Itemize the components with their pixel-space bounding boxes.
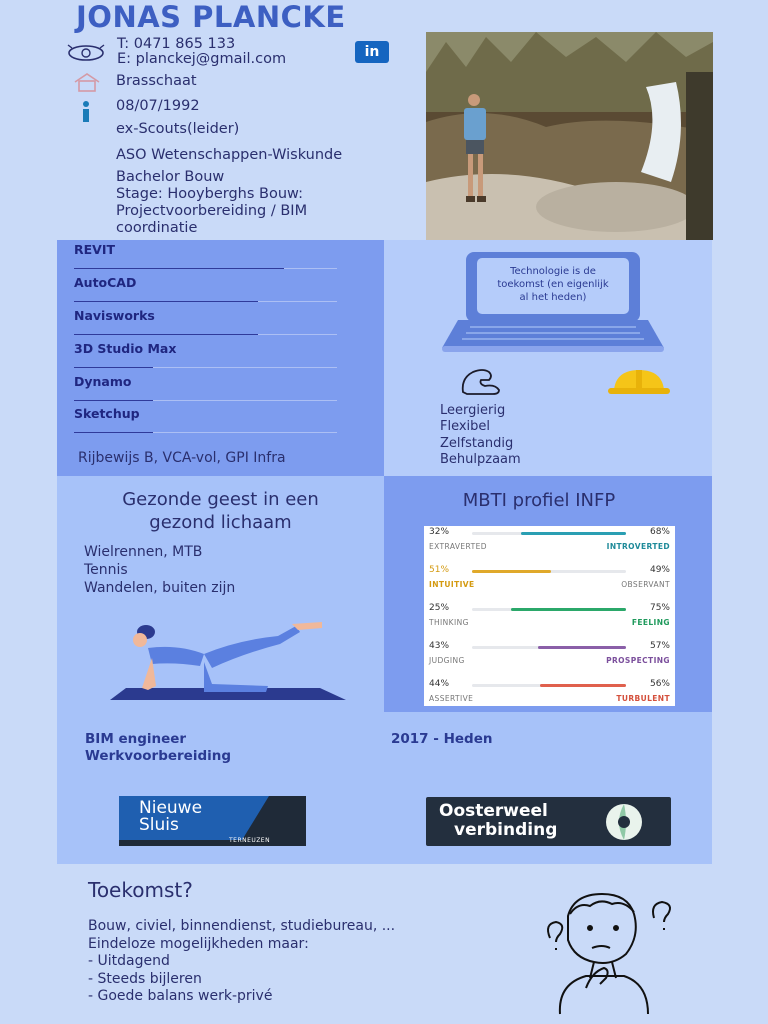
job-period: 2017 - Heden bbox=[391, 731, 493, 747]
city-text: Brasschaat bbox=[116, 73, 197, 89]
birthdate-text: 08/07/1992 bbox=[116, 98, 200, 114]
mbti-left-percent: 25% bbox=[429, 603, 450, 613]
education-line: Bachelor Bouw bbox=[116, 169, 225, 185]
software-item: Navisworks bbox=[74, 308, 155, 323]
phone-text: T: 0471 865 133 bbox=[117, 36, 236, 52]
education-line: Projectvoorbereiding / BIM bbox=[116, 203, 308, 219]
email-text: E: planckej@gmail.com bbox=[117, 51, 287, 67]
trait-item: Flexibel bbox=[440, 419, 491, 434]
skill-bar bbox=[74, 432, 153, 433]
mbti-right-percent: 75% bbox=[649, 603, 670, 613]
mbti-right-percent: 56% bbox=[649, 679, 670, 689]
laptop-screen-text bbox=[480, 265, 626, 304]
mbti-right-percent: 49% bbox=[649, 565, 670, 575]
oosterweel-mark-icon bbox=[596, 802, 652, 842]
mbti-row bbox=[424, 640, 675, 678]
education-line: ASO Wetenschappen-Wiskunde bbox=[116, 147, 343, 163]
logo1-text: Nieuwe bbox=[139, 798, 203, 818]
health-title-line: Gezonde geest in een bbox=[122, 489, 319, 510]
laptop-line: toekomst (en eigenlijk bbox=[497, 279, 609, 290]
mbti-left-label: INTUITIVE bbox=[429, 580, 475, 589]
licenses-text: Rijbewijs B, VCA-vol, GPI Infra bbox=[78, 450, 286, 466]
education-line: coordinatie bbox=[116, 220, 198, 236]
health-title bbox=[57, 488, 384, 534]
laptop-line: Technologie is de bbox=[510, 266, 596, 277]
profile-photo bbox=[426, 32, 713, 240]
mbti-left-label: THINKING bbox=[429, 618, 469, 627]
logo1-text: Sluis bbox=[139, 815, 179, 835]
skill-bar bbox=[74, 400, 153, 401]
software-item: AutoCAD bbox=[74, 275, 137, 290]
job-title-line: BIM engineer bbox=[85, 731, 187, 747]
mbti-track bbox=[472, 646, 626, 649]
mbti-right-percent: 68% bbox=[649, 527, 670, 537]
future-line: Bouw, civiel, binnendienst, studiebureau, ... bbox=[88, 918, 396, 934]
future-line: Eindeloze mogelijkheden maar: bbox=[88, 935, 309, 952]
phone-email-icon bbox=[66, 42, 106, 64]
logo1-line bbox=[139, 800, 202, 834]
thinking-person-illustration bbox=[530, 888, 690, 1018]
mbti-bar bbox=[472, 570, 551, 573]
job-title bbox=[85, 731, 231, 765]
mbti-bar bbox=[538, 646, 626, 649]
logo1-sub: TERNEUZEN bbox=[229, 837, 271, 844]
mbti-right-label: FEELING bbox=[631, 618, 670, 627]
future-line: - Steeds bijleren bbox=[88, 970, 202, 987]
mbti-right-label: PROSPECTING bbox=[606, 656, 670, 665]
software-item: Dynamo bbox=[74, 374, 132, 389]
mbti-bar bbox=[540, 684, 626, 687]
trait-item: Zelfstandig bbox=[440, 436, 514, 451]
mbti-left-percent: 43% bbox=[429, 641, 450, 651]
laptop-line: al het heden) bbox=[519, 292, 587, 303]
logo2-line: verbinding bbox=[454, 820, 558, 840]
mbti-left-label: EXTRAVERTED bbox=[429, 542, 487, 551]
mbti-row bbox=[424, 602, 675, 640]
mbti-row bbox=[424, 678, 675, 716]
mbti-track bbox=[472, 684, 626, 687]
mbti-chart bbox=[424, 526, 675, 706]
mbti-row bbox=[424, 564, 675, 602]
mbti-right-percent: 57% bbox=[649, 641, 670, 651]
mbti-right-label: INTROVERTED bbox=[606, 542, 670, 551]
yoga-illustration bbox=[108, 618, 348, 702]
skill-bar bbox=[74, 268, 284, 269]
mbti-title: MBTI profiel INFP bbox=[462, 490, 616, 511]
oosterweel-logo bbox=[426, 797, 671, 846]
hobby-item: Tennis bbox=[84, 562, 128, 578]
trait-item: Behulpzaam bbox=[440, 452, 521, 467]
software-item: Sketchup bbox=[74, 406, 140, 421]
skill-bar bbox=[74, 334, 258, 335]
muscle-icon bbox=[459, 366, 503, 396]
mbti-track bbox=[472, 570, 626, 573]
future-title: Toekomst? bbox=[88, 878, 193, 902]
hobby-item: Wielrennen, MTB bbox=[84, 544, 203, 560]
linkedin-icon[interactable]: in bbox=[355, 41, 389, 63]
mbti-left-label: JUDGING bbox=[429, 656, 465, 665]
software-item: 3D Studio Max bbox=[74, 341, 177, 356]
mbti-bar bbox=[521, 532, 626, 535]
mbti-track bbox=[472, 608, 626, 611]
logo2-line: Oosterweel bbox=[439, 801, 548, 821]
health-title-line: gezond lichaam bbox=[149, 512, 292, 533]
home-icon bbox=[72, 72, 102, 92]
future-line: - Goede balans werk-privé bbox=[88, 988, 273, 1004]
job-title-line: Werkvoorbereiding bbox=[85, 748, 232, 764]
mbti-left-percent: 32% bbox=[429, 527, 450, 537]
skill-bar bbox=[74, 367, 153, 368]
future-line: - Uitdagend bbox=[88, 953, 170, 969]
trait-item: Leergierig bbox=[440, 403, 506, 418]
mbti-track bbox=[472, 532, 626, 535]
mbti-left-percent: 44% bbox=[429, 679, 450, 689]
nieuwe-sluis-logo bbox=[119, 796, 306, 846]
education-line: Stage: Hooyberghs Bouw: bbox=[116, 186, 303, 202]
software-item: REVIT bbox=[74, 242, 116, 257]
skill-bar bbox=[74, 301, 258, 302]
future-list bbox=[88, 918, 395, 1006]
info-icon bbox=[79, 100, 93, 124]
mbti-right-label: OBSERVANT bbox=[621, 580, 670, 589]
hobby-item: Wandelen, buiten zijn bbox=[84, 580, 236, 596]
scouts-text: ex-Scouts(leider) bbox=[116, 121, 240, 137]
person-name: JONAS PLANCKE bbox=[76, 0, 346, 34]
mbti-left-label: ASSERTIVE bbox=[429, 694, 474, 703]
mbti-left-percent: 51% bbox=[429, 565, 450, 575]
mbti-bar bbox=[511, 608, 627, 611]
mbti-right-label: TURBULENT bbox=[616, 694, 670, 703]
hard-hat-icon bbox=[606, 366, 672, 398]
logo2-text bbox=[439, 802, 557, 840]
mbti-row bbox=[424, 526, 675, 564]
